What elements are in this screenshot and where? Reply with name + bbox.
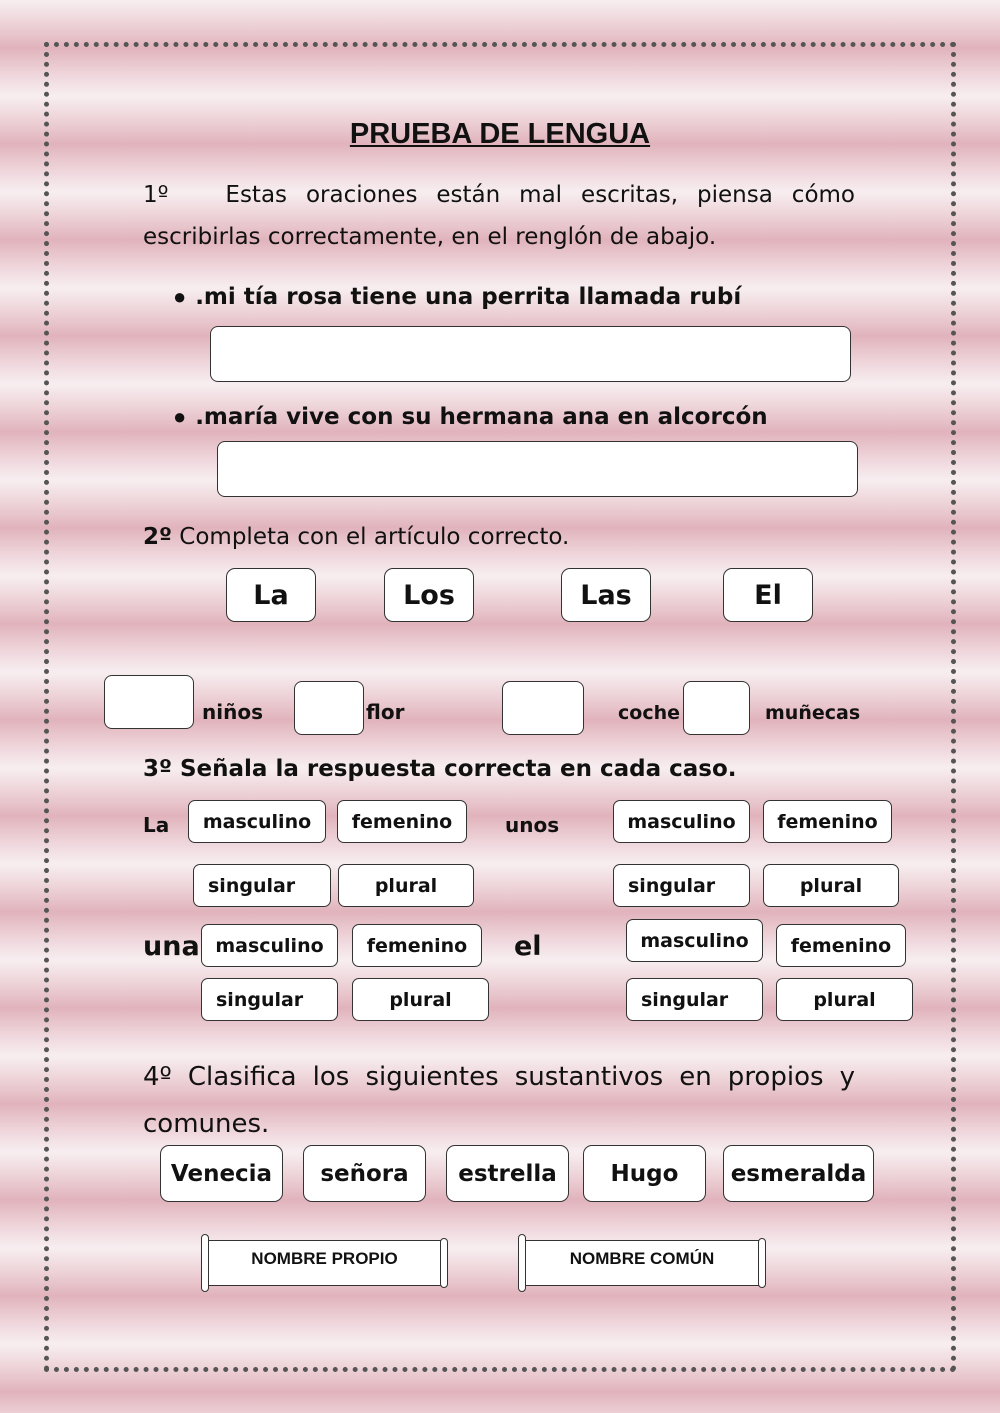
una-plural-option[interactable]: plural <box>352 978 489 1021</box>
article-drop-zone-2[interactable] <box>294 681 364 735</box>
article-tile-las[interactable]: Las <box>561 568 651 622</box>
unos-masculino-option[interactable]: masculino <box>613 800 750 843</box>
category-nombre-comun-label: NOMBRE COMÚN <box>569 1249 715 1268</box>
category-nombre-propio[interactable] <box>204 1240 445 1286</box>
q3-word-la: La <box>143 813 170 837</box>
q3-instruction: 3º Señala la respuesta correcta en cada caso. <box>143 756 737 782</box>
q1-text-line1: Estas oraciones están mal escritas, piensa cómo <box>225 182 856 208</box>
la-singular-option[interactable]: singular <box>193 864 331 907</box>
noun-tile-senora[interactable]: señora <box>303 1145 426 1202</box>
noun-tile-estrella[interactable]: estrella <box>446 1145 569 1202</box>
q1-sentence-1-text: .mi tía rosa tiene una perrita llamada rubí <box>195 284 742 310</box>
q3-word-unos: unos <box>505 813 560 837</box>
article-drop-zone-1[interactable] <box>104 675 194 729</box>
la-masculino-option[interactable]: masculino <box>188 800 326 843</box>
q2-number: 2º <box>143 524 172 550</box>
q3-word-una: una <box>143 931 200 962</box>
el-plural-option[interactable]: plural <box>776 978 913 1021</box>
q1-sentence-2-text: .maría vive con su hermana ana en alcorcón <box>195 404 768 430</box>
q1-number: 1º <box>143 182 169 208</box>
article-tile-los[interactable]: Los <box>384 568 474 622</box>
unos-singular-option[interactable]: singular <box>613 864 750 907</box>
q1-instruction-line1 <box>143 174 855 216</box>
q2-text: Completa con el artículo correcto. <box>179 524 570 550</box>
el-masculino-option[interactable]: masculino <box>626 919 763 962</box>
article-drop-zone-3[interactable] <box>502 681 584 735</box>
noun-coche: coche <box>618 702 680 724</box>
q4-number: 4º <box>143 1062 172 1092</box>
q4-text-line2: comunes. <box>143 1109 270 1139</box>
q1-answer-box-2[interactable] <box>217 441 858 497</box>
q1-sentence-2 <box>173 404 768 430</box>
una-femenino-option[interactable]: femenino <box>352 924 482 967</box>
article-tile-el[interactable]: El <box>723 568 813 622</box>
la-plural-option[interactable]: plural <box>338 864 474 907</box>
category-nombre-comun[interactable] <box>521 1240 763 1286</box>
noun-tile-esmeralda[interactable]: esmeralda <box>723 1145 874 1202</box>
el-femenino-option[interactable]: femenino <box>776 924 906 967</box>
category-nombre-propio-label: NOMBRE PROPIO <box>251 1249 398 1268</box>
page-title: PRUEBA DE LENGUA <box>349 118 651 150</box>
unos-plural-option[interactable]: plural <box>763 864 899 907</box>
article-drop-zone-4[interactable] <box>683 681 750 735</box>
article-tile-la[interactable]: La <box>226 568 316 622</box>
una-masculino-option[interactable]: masculino <box>201 924 338 967</box>
q1-sentence-1 <box>173 284 741 310</box>
el-singular-option[interactable]: singular <box>626 978 763 1021</box>
la-femenino-option[interactable]: femenino <box>337 800 467 843</box>
unos-femenino-option[interactable]: femenino <box>763 800 892 843</box>
q2-instruction <box>143 516 569 558</box>
noun-flor: flor <box>366 700 405 724</box>
noun-munecas: muñecas <box>765 702 861 724</box>
q3-word-el: el <box>514 931 542 962</box>
q1-answer-box-1[interactable] <box>210 326 851 382</box>
q4-text-line1: Clasifica los siguientes sustantivos en propios y <box>187 1062 855 1092</box>
bullet-icon: ● <box>173 284 187 309</box>
q1-text-line2: escribirlas correctamente, en el renglón de abajo. <box>143 224 717 250</box>
bullet-icon: ● <box>173 404 187 429</box>
noun-tile-hugo[interactable]: Hugo <box>583 1145 706 1202</box>
noun-tile-venecia[interactable]: Venecia <box>160 1145 283 1202</box>
noun-ninos: niños <box>202 700 263 724</box>
una-singular-option[interactable]: singular <box>201 978 338 1021</box>
q4-instruction-line1 <box>143 1053 855 1101</box>
